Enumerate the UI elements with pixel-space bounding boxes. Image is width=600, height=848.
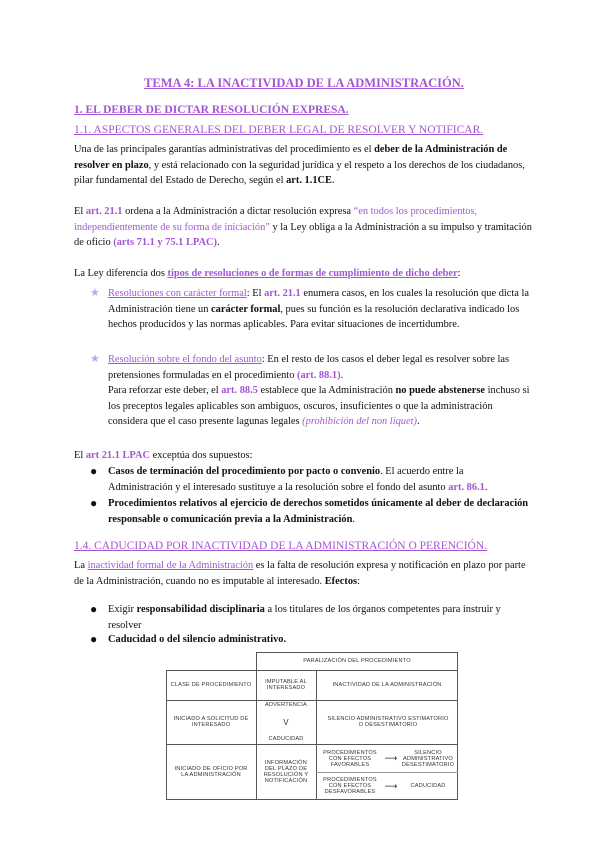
paragraph-3: La Ley diferencia dos tipos de resoluciones o de formas de cumplimiento de dicho deber: [74, 268, 461, 279]
right-arrow-icon: ⟶ [384, 780, 398, 791]
section-heading-1-1: 1.1. ASPECTOS GENERALES DEL DEBER LEGAL DE RESOLVER Y NOTIFICAR. [74, 124, 484, 136]
efectos-favorables: PROCEDIMIENTOS CON EFECTOS FAVORABLES [323, 749, 377, 768]
paragraph-5: La inactividad formal de la Administración es la falta de resolución expresa y notificación en plazo por parte de la Administración, cuando no es imputable al interesado. Efectos: [74, 560, 526, 587]
section-heading-1: 1. EL DEBER DE DICTAR RESOLUCIÓN EXPRESA. [74, 104, 349, 116]
row-solicitud-imputable [260, 702, 312, 742]
star-bullet-icon: ★ [90, 353, 100, 365]
list-item-dot-2: ● Procedimientos relativos al ejercicio de derechos sometidos únicamente al deber de declaración responsable o comunicación previa a la Administración. [90, 496, 529, 525]
efectos-desfavorables: PROCEDIMIENTOS CON EFECTOS DESFAVORABLES [323, 777, 377, 795]
table-header: PARALIZACIÓN DEL PROCEDIMIENTO [303, 658, 411, 664]
bullet-icon: ● [90, 496, 98, 510]
down-arrow-icon: V [283, 717, 289, 727]
row-solicitud-label: INICIADO A SOLICITUD DE INTERESADO [173, 716, 249, 728]
col-inactividad: INACTIVIDAD DE LA ADMINISTRACIÓN [332, 682, 442, 688]
list-item-star-2: ★ Resolución sobre el fondo del asunto: En el resto de los casos el deber legal es resolver sobre las pretensiones formuladas en el procedimiento (art. 88.1). Para reforzar este deber, el art. 88.5 establece que la Administración no puede abstenerse inchuso si los preceptos legales aplicables son ambiguos, oscuros, insuficientes o que la administración considera que el caso presente lagunas legales (prohibición del non liquet). [90, 353, 530, 427]
star-bullet-icon: ★ [90, 287, 100, 299]
silencio-desestimatorio: SILENCIO ADMINISTRATIVO DESESTIMATORIO [401, 749, 455, 768]
page-title: TEMA 4: LA INACTIVIDAD DE LA ADMINISTRACIÓN. [144, 76, 464, 90]
list-item-dot-1: ● Casos de terminación del procedimiento por pacto o convenio. El acuerdo entre la Administración y el interesado sustituye a la resolución sobre el fondo del asunto art. 86.1. [90, 464, 488, 493]
bullet-icon: ● [90, 602, 98, 616]
section-heading-1-4: 1.4. CADUCIDAD POR INACTIVIDAD DE LA ADMINISTRACIÓN O PERENCIÓN. [74, 540, 488, 552]
list-item-star-1: ★ Resoluciones con carácter formal: El art. 21.1 enumera casos, en los cuales la resolución que dicta la Administración tiene un carácter formal, pues su función es la resolución declarativa indicado los hechos producidos y las normas aplicables. Para evitar situaciones de incertidumbre. [90, 287, 529, 330]
right-arrow-icon: ⟶ [384, 753, 398, 763]
caducidad-text: CADUCIDAD [268, 736, 304, 742]
row-oficio-imputable: INFORMACIÓN DEL PLAZO DE RESOLUCIÓN Y NOTIFICACIÓN [263, 760, 309, 784]
row-oficio-label: INICIADO DE OFICIO POR LA ADMINISTRACIÓN [174, 766, 248, 778]
row-solicitud-inactividad: SILENCIO ADMINISTRATIVO ESTIMATORIO O DESESTIMATORIO [327, 716, 449, 728]
advertencia-text: ADVERTENCIA [265, 702, 307, 708]
caducidad-result: CADUCIDAD [410, 783, 446, 789]
col-imputable: IMPUTABLE AL INTERESADO [265, 679, 307, 691]
list-item-dot-4: ● Caducidad o del silencio administrativo. [90, 632, 287, 646]
bullet-icon: ● [90, 632, 98, 646]
col-clase: CLASE DE PROCEDIMIENTO [170, 682, 252, 688]
bullet-icon: ● [90, 464, 98, 478]
paralizacion-table [166, 652, 458, 800]
list-item-dot-3: ● Exigir responsabilidad disciplinaria a los titulares de los órganos competentes para instruir y resolver [90, 602, 501, 631]
paragraph-4: El art 21.1 LPAC exceptúa dos supuestos: [74, 450, 253, 461]
paragraph-1: Una de las principales garantías administrativas del procedimiento es el deber de la Administración de resolver en plazo, y está relacionado con la seguridad jurídica y el respeto a los derechos de los ciudadanos, pilar fundamental del Estado de Derecho, según el art. 1.1CE. [74, 144, 525, 186]
paragraph-2: El art. 21.1 ordena a la Administración a dictar resolución expresa “en todos los procedimientos, independientemente de su forma de iniciación” y la Ley obliga a la Administración a su impulso y tramitación de oficio (arts 71.1 y 75.1 LPAC). [74, 206, 532, 248]
